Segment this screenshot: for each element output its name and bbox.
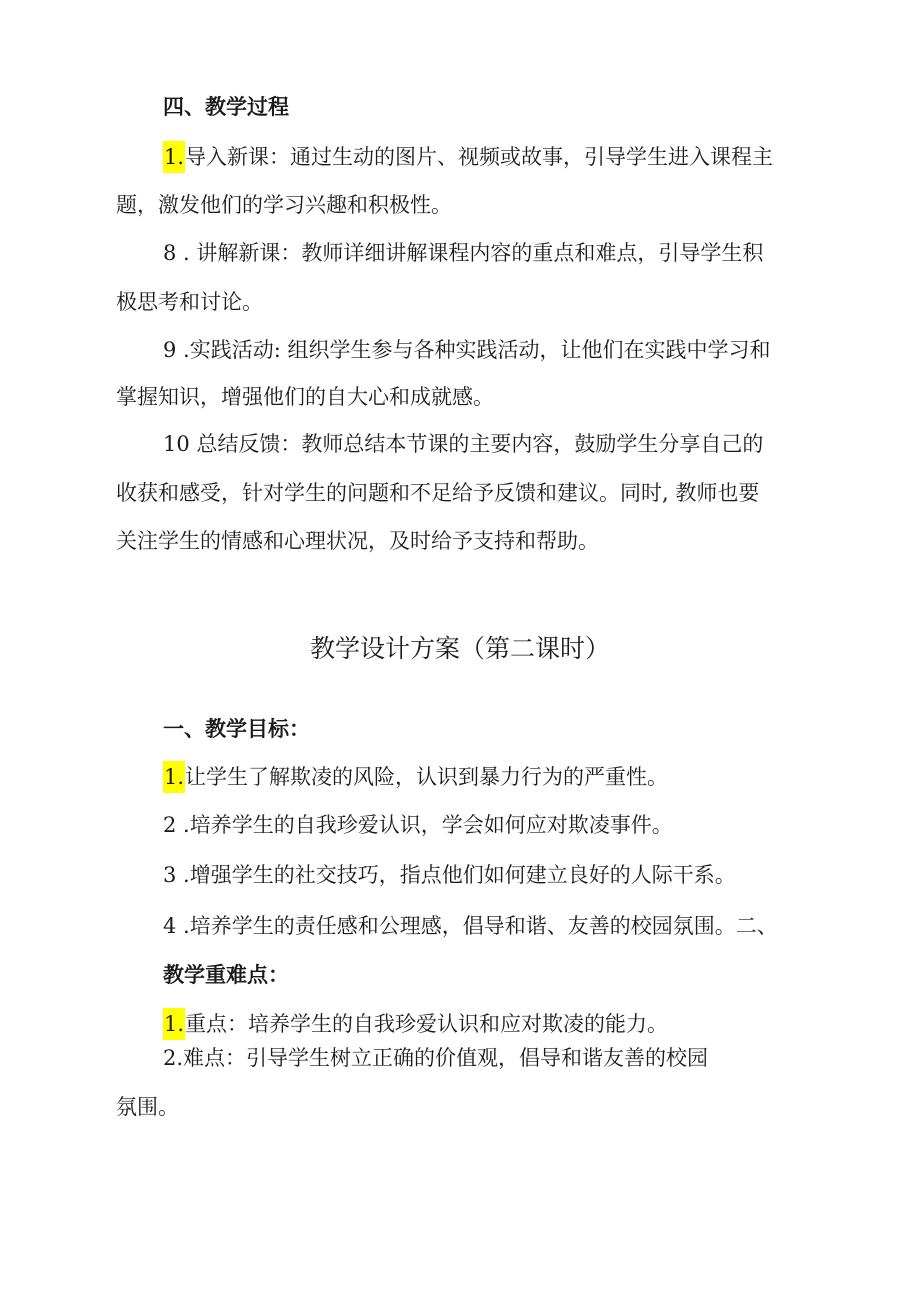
goal-item-1 [163,762,668,792]
item-text: 让学生了解欺凌的风险，认识到暴力行为的严重性。 [185,765,669,789]
item-number: 1. [163,1008,185,1040]
item-text: .增强学生的社交技巧，指点他们如何建立良好的人际干系。 [176,863,736,887]
goal-item-2 [163,810,673,840]
key-point-2-cont: 氛围。 [116,1095,179,1119]
item-number: 2. [163,1046,184,1070]
item-number: 2 [163,813,177,837]
process-item-1-cont: 题，激发他们的学习兴趣和积极性。 [116,193,452,217]
section-heading-goals: 一、教学目标： [163,717,310,741]
key-point-1 [163,1009,668,1039]
item-number: 10 [163,432,190,456]
item-number: 9 [163,338,177,362]
item-number: 4 [163,914,177,938]
item-text: . 讲解新课：教师详细讲解课程内容的重点和难点，引导学生积 [176,241,764,265]
process-item-8 [163,238,763,268]
section-heading-process: 四、教学过程 [163,95,289,119]
item-text: 导入新课：通过生动的图片、视频或故事，引导学生进入课程主 [185,145,774,169]
item-number: 1. [163,141,185,173]
page-title: 教学设计方案（第二课时） [309,634,610,663]
goal-item-3 [163,860,736,890]
key-point-2 [163,1043,708,1073]
process-item-10-cont-2: 关注学生的情感和心理状况，及时给予支持和帮助。 [116,529,599,553]
process-item-10-cont-1: 收获和感受，针对学生的问题和不足给予反馈和建议。同时, 教师也要 [116,481,760,505]
item-text: 总结反馈：教师总结本节课的主要内容，鼓励学生分享自己的 [189,432,764,456]
process-item-9 [163,335,770,365]
item-text: .实践活动: 组织学生参与各种实践活动，让他们在实践中学习和 [176,338,771,362]
item-text: .培养学生的自我珍爱认识，学会如何应对欺凌事件。 [176,813,673,837]
process-item-8-cont: 极思考和讨论。 [116,290,263,314]
process-item-10 [163,429,763,459]
item-text: 难点：引导学生树立正确的价值观，倡导和谐友善的校园 [183,1046,709,1070]
item-number: 1. [163,761,185,793]
section-heading-key-points: 教学重难点： [163,963,289,987]
item-number: 8 [163,241,177,265]
goal-item-4 [163,911,778,941]
item-text: .培养学生的责任感和公理感，倡导和谐、友善的校园氛围。二、 [176,914,778,938]
process-item-1 [163,142,773,172]
process-item-9-cont: 掌握知识，增强他们的自大心和成就感。 [116,385,494,409]
item-text: 重点：培养学生的自我珍爱认识和应对欺凌的能力。 [185,1012,669,1036]
item-number: 3 [163,863,177,887]
